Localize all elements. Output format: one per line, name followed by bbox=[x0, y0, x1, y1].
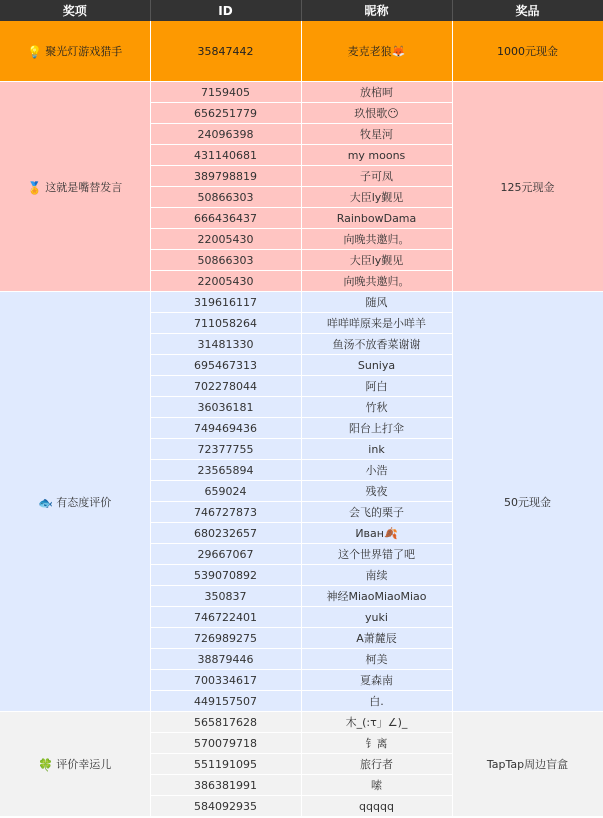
nickname-cell: 放棺呵 bbox=[301, 82, 452, 103]
nickname-cell: 神经MiaoMiaoMiao bbox=[301, 586, 452, 607]
prize-cell: 125元现金 bbox=[452, 82, 603, 292]
user-id-cell: 695467313 bbox=[150, 355, 301, 376]
user-id-cell: 680232657 bbox=[150, 523, 301, 544]
user-id-cell: 746722401 bbox=[150, 607, 301, 628]
nickname-cell: 小浩 bbox=[301, 460, 452, 481]
award-name-cell bbox=[0, 712, 150, 817]
user-id-cell: 551191095 bbox=[150, 754, 301, 775]
nickname-cell: RainbowDama bbox=[301, 208, 452, 229]
user-id-cell: 72377755 bbox=[150, 439, 301, 460]
nickname-cell: 钅离 bbox=[301, 733, 452, 754]
table-row bbox=[0, 21, 603, 82]
nickname-cell: 阿白 bbox=[301, 376, 452, 397]
nickname-cell: A萧麓辰 bbox=[301, 628, 452, 649]
nickname-cell: 柯美 bbox=[301, 649, 452, 670]
award-name-cell bbox=[0, 292, 150, 712]
nickname-cell: 阳台上打伞 bbox=[301, 418, 452, 439]
nickname-cell: 麦克老狼🦊 bbox=[301, 21, 452, 82]
nickname-cell: 夏森南 bbox=[301, 670, 452, 691]
nickname-cell: 这个世界错了吧 bbox=[301, 544, 452, 565]
nickname-cell: 咩咩咩原来是小咩羊 bbox=[301, 313, 452, 334]
user-id-cell: 350837 bbox=[150, 586, 301, 607]
table-body bbox=[0, 21, 603, 817]
award-name-cell bbox=[0, 21, 150, 82]
user-id-cell: 38879446 bbox=[150, 649, 301, 670]
user-id-cell: 565817628 bbox=[150, 712, 301, 733]
user-id-cell: 746727873 bbox=[150, 502, 301, 523]
nickname-cell: 竹秋 bbox=[301, 397, 452, 418]
user-id-cell: 749469436 bbox=[150, 418, 301, 439]
user-id-cell: 700334617 bbox=[150, 670, 301, 691]
user-id-cell: 584092935 bbox=[150, 796, 301, 817]
user-id-cell: 702278044 bbox=[150, 376, 301, 397]
header-nickname: 昵称 bbox=[301, 0, 452, 21]
user-id-cell: 50866303 bbox=[150, 187, 301, 208]
nickname-cell: yuki bbox=[301, 607, 452, 628]
nickname-cell: 子可凤 bbox=[301, 166, 452, 187]
award-label: 有态度评价 bbox=[56, 495, 112, 509]
nickname-cell: 大臣ly觐见 bbox=[301, 187, 452, 208]
user-id-cell: 31481330 bbox=[150, 334, 301, 355]
prize-cell: 50元现金 bbox=[452, 292, 603, 712]
user-id-cell: 711058264 bbox=[150, 313, 301, 334]
user-id-cell: 36036181 bbox=[150, 397, 301, 418]
user-id-cell: 7159405 bbox=[150, 82, 301, 103]
nickname-cell: my moons bbox=[301, 145, 452, 166]
lightbulb-icon: 💡 bbox=[27, 45, 43, 59]
table-row bbox=[0, 292, 603, 313]
header-prize: 奖品 bbox=[452, 0, 603, 21]
user-id-cell: 389798819 bbox=[150, 166, 301, 187]
nickname-cell: 会飞的栗子 bbox=[301, 502, 452, 523]
user-id-cell: 539070892 bbox=[150, 565, 301, 586]
nickname-cell: 向晚共邀归。 bbox=[301, 229, 452, 250]
table-header bbox=[0, 0, 603, 21]
nickname-cell: 玖恨歌😶 bbox=[301, 103, 452, 124]
user-id-cell: 449157507 bbox=[150, 691, 301, 712]
user-id-cell: 23565894 bbox=[150, 460, 301, 481]
nickname-cell: ink bbox=[301, 439, 452, 460]
user-id-cell: 22005430 bbox=[150, 271, 301, 292]
award-label: 聚光灯游戏猎手 bbox=[45, 45, 123, 58]
award-label: 评价幸运儿 bbox=[56, 758, 112, 771]
table-row bbox=[0, 712, 603, 733]
award-name-cell bbox=[0, 82, 150, 292]
user-id-cell: 22005430 bbox=[150, 229, 301, 250]
nickname-cell: Иван🍂 bbox=[301, 523, 452, 544]
clover-icon: 🍀 bbox=[38, 758, 54, 772]
user-id-cell: 386381991 bbox=[150, 775, 301, 796]
nickname-cell: 白. bbox=[301, 691, 452, 712]
user-id-cell: 570079718 bbox=[150, 733, 301, 754]
nickname-cell: 向晚共邀归。 bbox=[301, 271, 452, 292]
nickname-cell: 大臣ly觐见 bbox=[301, 250, 452, 271]
header-id: ID bbox=[150, 0, 301, 21]
nickname-cell: 牧星河 bbox=[301, 124, 452, 145]
user-id-cell: 726989275 bbox=[150, 628, 301, 649]
user-id-cell: 319616117 bbox=[150, 292, 301, 313]
medal-icon: 🏅 bbox=[27, 180, 43, 195]
nickname-cell: 南续 bbox=[301, 565, 452, 586]
fish-icon: 🐟 bbox=[38, 495, 54, 510]
nickname-cell: 旅行者 bbox=[301, 754, 452, 775]
nickname-cell: 木_(:τ」∠)_ bbox=[301, 712, 452, 733]
user-id-cell: 35847442 bbox=[150, 21, 301, 82]
prize-cell: TapTap周边盲盒 bbox=[452, 712, 603, 817]
user-id-cell: 50866303 bbox=[150, 250, 301, 271]
nickname-cell: 嗦 bbox=[301, 775, 452, 796]
user-id-cell: 666436437 bbox=[150, 208, 301, 229]
header-award: 奖项 bbox=[0, 0, 150, 21]
award-label: 这就是嘴替发言 bbox=[45, 180, 123, 194]
user-id-cell: 659024 bbox=[150, 481, 301, 502]
nickname-cell: Suniya bbox=[301, 355, 452, 376]
prize-cell: 1000元现金 bbox=[452, 21, 603, 82]
table-row bbox=[0, 82, 603, 103]
user-id-cell: 24096398 bbox=[150, 124, 301, 145]
user-id-cell: 431140681 bbox=[150, 145, 301, 166]
nickname-cell: qqqqq bbox=[301, 796, 452, 817]
user-id-cell: 29667067 bbox=[150, 544, 301, 565]
nickname-cell: 残夜 bbox=[301, 481, 452, 502]
nickname-cell: 鱼汤不放香菜谢谢 bbox=[301, 334, 452, 355]
user-id-cell: 656251779 bbox=[150, 103, 301, 124]
nickname-cell: 随风 bbox=[301, 292, 452, 313]
